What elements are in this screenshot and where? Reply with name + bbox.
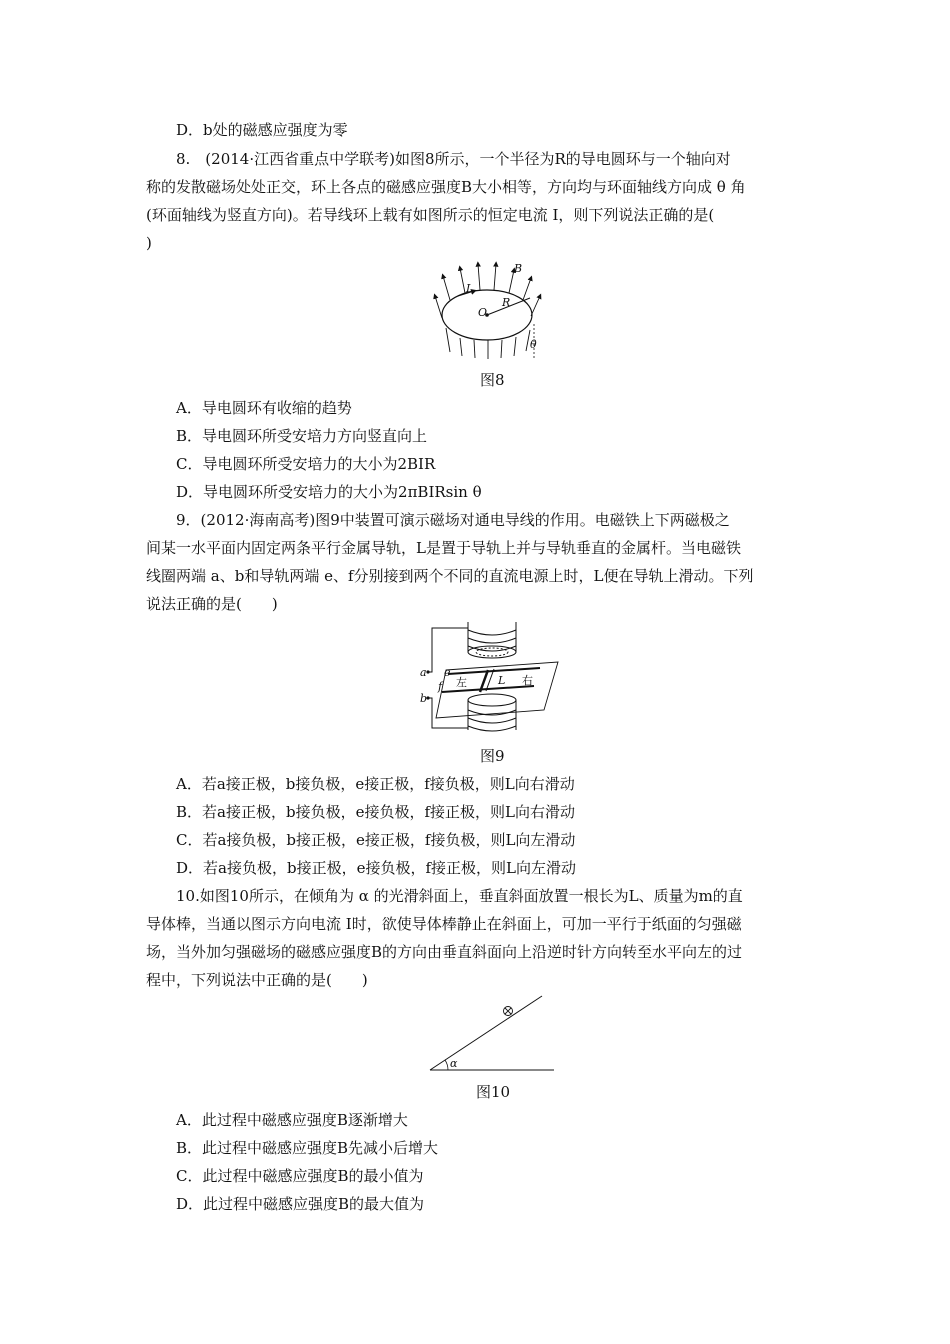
q9-option-b: B．若a接正极，b接负极，e接负极，f接正极，则L向右滑动 — [176, 803, 575, 821]
figure-10-caption: 图10 — [476, 1083, 511, 1101]
q10-stem-line-4: 程中，下列说法中正确的是( ) — [146, 971, 368, 989]
q9-option-d: D．若a接负极，b接正极，e接负极，f接正极，则L向左滑动 — [176, 859, 576, 877]
q9-stem-line-2: 间某一水平面内固定两条平行金属导轨，L是置于导轨上并与导轨垂直的金属杆。当电磁铁 — [146, 539, 741, 557]
label-r: R — [502, 296, 511, 309]
q8-stem-line-4: ) — [146, 234, 152, 252]
q10-option-d: D．此过程中磁感应强度B的最大值为 — [176, 1195, 425, 1213]
q8-stem-line-3: (环面轴线为竖直方向)。若导线环上载有如图所示的恒定电流 I，则下列说法正确的是( — [146, 206, 715, 224]
q10-option-b: B．此过程中磁感应强度B先减小后增大 — [176, 1139, 439, 1157]
q8-option-a: A．导电圆环有收缩的趋势 — [176, 399, 352, 417]
q8-stem-line-1: 8. (2014·江西省重点中学联考)如图8所示，一个半径为R的导电圆环与一个轴向对 — [176, 150, 731, 168]
figure-8-caption: 图8 — [480, 371, 505, 389]
label-theta: θ — [530, 338, 537, 351]
label-right: 右 — [522, 674, 533, 687]
label-left: 左 — [456, 676, 467, 689]
q8-option-b: B．导电圆环所受安培力方向竖直向上 — [176, 427, 428, 445]
q10-option-a: A．此过程中磁感应强度B逐渐增大 — [176, 1111, 408, 1129]
q8-stem-line-2: 称的发散磁场处处正交，环上各点的磁感应强度B大小相等，方向均与环面轴线方向成 θ 角 — [146, 178, 746, 196]
label-f: f — [438, 680, 443, 693]
q10-stem-line-3: 场，当外加匀强磁场的磁感应强度B的方向由垂直斜面向上沿逆时针方向转至水平向左的过 — [146, 943, 743, 961]
q9-stem-line-4: 说法正确的是( ) — [146, 595, 278, 613]
figure-8-diagram — [430, 258, 550, 363]
label-o: O — [478, 306, 488, 319]
q9-option-c: C．若a接负极，b接正极，e接正极，f接负极，则L向左滑动 — [176, 831, 576, 849]
figure-9-diagram — [418, 622, 568, 740]
q9-stem-line-3: 线圈两端 a、b和导轨两端 e、f分别接到两个不同的直流电源上时，L便在导轨上滑动。下列 — [146, 567, 754, 585]
q8-option-d: D．导电圆环所受安培力的大小为2πBIRsin θ — [176, 483, 482, 501]
q8-option-c: C．导电圆环所受安培力的大小为2BIR — [176, 455, 436, 473]
label-l: L — [498, 674, 506, 687]
q10-option-c: C．此过程中磁感应强度B的最小值为 — [176, 1167, 424, 1185]
q7-option-d: D．b处的磁感应强度为零 — [176, 121, 348, 139]
q10-stem-line-2: 导体棒，当通以图示方向电流 I时，欲使导体棒静止在斜面上，可加一平行于纸面的匀强磁 — [146, 915, 742, 933]
figure-9-caption: 图9 — [480, 747, 505, 765]
label-i: I — [466, 282, 471, 295]
label-b: b — [420, 692, 428, 705]
label-e: e — [444, 666, 451, 679]
label-a: a — [420, 666, 427, 679]
label-b: B — [514, 262, 523, 275]
q9-stem-line-1: 9．(2012·海南高考)图9中装置可演示磁场对通电导线的作用。电磁铁上下两磁极之 — [176, 511, 730, 529]
figure-10-diagram — [428, 994, 558, 1074]
q9-option-a: A．若a接正极，b接负极，e接正极，f接负极，则L向右滑动 — [176, 775, 575, 793]
q10-stem-line-1: 10.如图10所示，在倾角为 α 的光滑斜面上，垂直斜面放置一根长为L、质量为m的直 — [176, 887, 743, 905]
current-into-page-icon — [504, 1007, 513, 1016]
label-alpha: α — [450, 1057, 458, 1070]
